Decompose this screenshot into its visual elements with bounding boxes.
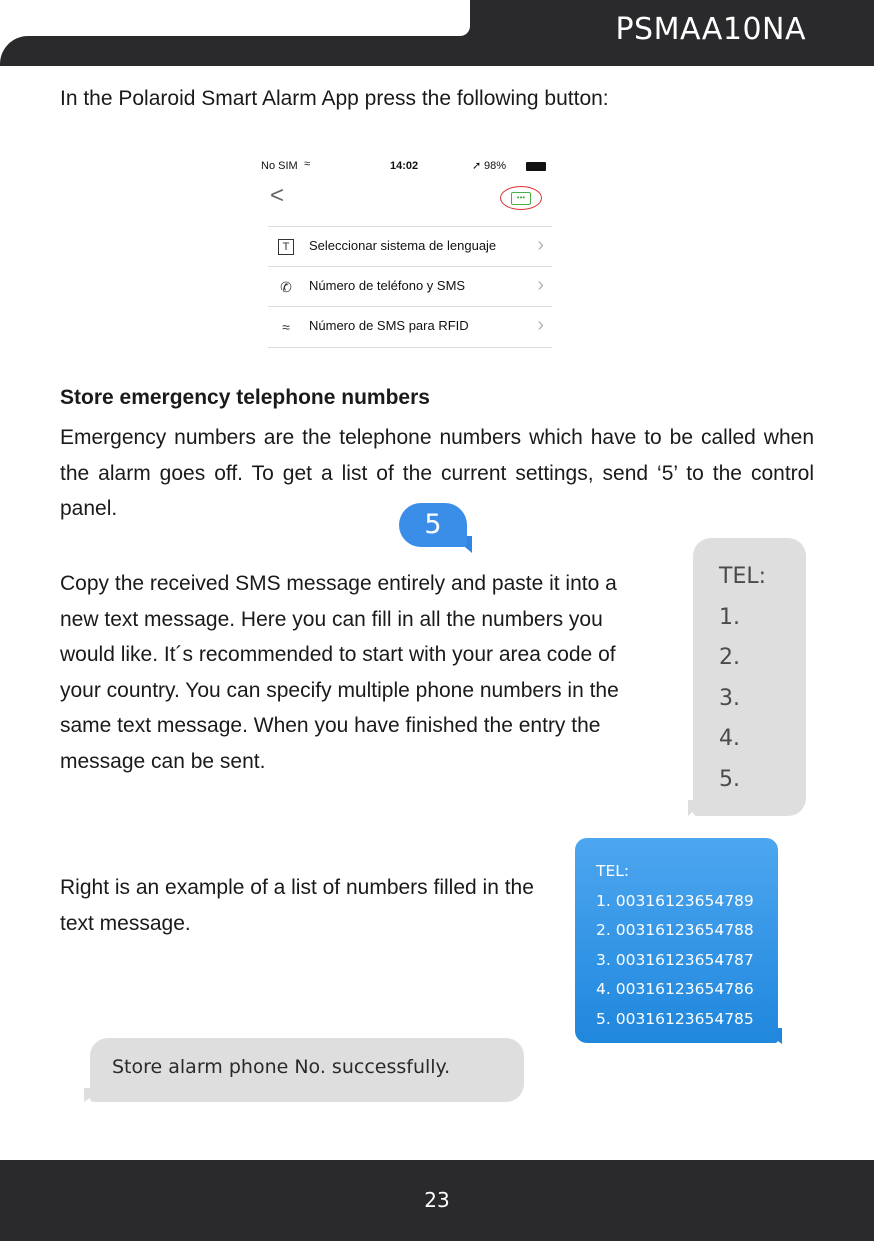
wifi-icon: ≈ — [304, 158, 311, 170]
menu-item-language[interactable] — [268, 226, 552, 267]
paragraph-emergency: Emergency numbers are the telephone numbers which have to be called when the alarm goes off. To get a list of the current settings, send ‘5’ to the control panel. — [60, 426, 814, 520]
tel-filled-line: TEL: — [596, 862, 630, 880]
location-arrow-icon: ➚ — [472, 160, 482, 172]
tel-line: 1. — [719, 604, 740, 630]
wifi-signal-icon: ≈ — [282, 319, 290, 335]
menu-item-phone-sms[interactable] — [268, 266, 552, 307]
app-screenshot — [258, 152, 558, 357]
header-tab — [0, 0, 470, 36]
text-icon: T — [278, 239, 294, 255]
tel-line: 5. — [719, 766, 740, 792]
model-code: PSMAA10NA — [615, 12, 806, 47]
tel-line: 4. — [719, 726, 740, 751]
battery-icon — [526, 162, 546, 171]
tel-filled-line: 2. 00316123654788 — [596, 921, 754, 939]
menu-item-label: Seleccionar sistema de lenguaje — [309, 238, 497, 253]
tel-filled-line: 3. 00316123654787 — [596, 950, 754, 969]
tel-filled-lines — [596, 857, 754, 1034]
chevron-right-icon: › — [537, 314, 544, 336]
tel-filled-line: 4. 00316123654786 — [596, 980, 754, 998]
status-bar — [258, 158, 558, 176]
tel-filled-line: 1. 00316123654789 — [596, 891, 754, 910]
tel-filled-line: 5. 00316123654785 — [596, 1009, 754, 1028]
confirmation-text: Store alarm phone No. successfully. — [112, 1056, 451, 1078]
status-time: 14:02 — [390, 160, 419, 172]
tel-line: 2. — [719, 645, 740, 670]
tel-line: 3. — [719, 685, 740, 711]
menu-item-label: Número de SMS para RFID — [309, 318, 469, 333]
back-icon[interactable]: < — [270, 182, 285, 209]
section-title: Store emergency telephone numbers — [60, 386, 430, 409]
sms-bubble-five: 5 — [399, 503, 467, 547]
tel-line: TEL: — [719, 564, 767, 589]
tel-template-lines — [719, 557, 766, 800]
battery-percent: 98% — [484, 160, 507, 172]
phone-icon: ✆ — [280, 279, 292, 295]
chevron-right-icon: › — [537, 234, 544, 256]
menu-item-rfid-sms[interactable] — [268, 306, 552, 348]
chevron-right-icon: › — [537, 274, 544, 296]
paragraph-copy: Copy the received SMS message entirely and paste it into a new text message. Here you can fill in all the numbers you would like. It´s recommended to start with your area code of your country. You can specify multiple phone numbers in the same text message. When you have finished the entry the message can be sent. — [60, 572, 619, 773]
intro-text: In the Polaroid Smart Alarm App press the following button: — [60, 87, 609, 110]
paragraph-example: Right is an example of a list of numbers filled in the text message. — [60, 876, 534, 935]
page-number: 23 — [424, 1188, 450, 1212]
carrier-label: No SIM — [261, 160, 298, 172]
menu-item-label: Número de teléfono y SMS — [309, 278, 466, 293]
sms-icon[interactable]: ••• — [511, 192, 531, 205]
